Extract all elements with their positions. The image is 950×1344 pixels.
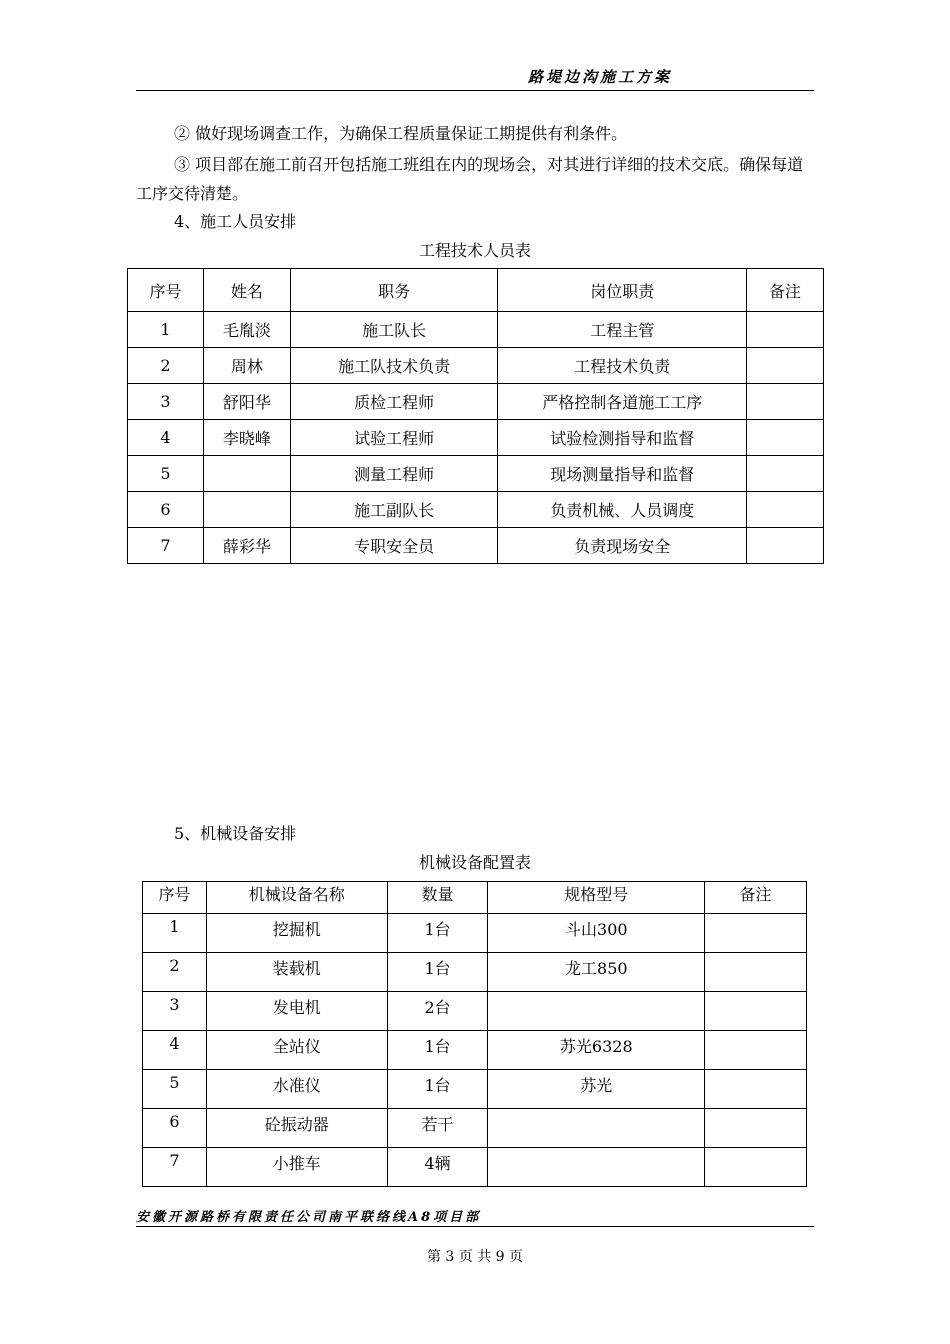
table-cell: 7	[143, 1148, 207, 1187]
table-cell: 1台	[387, 914, 488, 953]
table-cell: 1台	[387, 1031, 488, 1070]
table-cell: 小推车	[206, 1148, 387, 1187]
section-heading-machinery: 5、机械设备安排	[174, 824, 297, 843]
table-cell: 测量工程师	[290, 456, 498, 492]
table-cell: 工程主管	[498, 312, 747, 348]
table-cell: 斗山300	[488, 914, 705, 953]
paragraph-site-survey: ② 做好现场调查工作，为确保工程质量保证工期提供有利条件。	[174, 124, 628, 143]
column-header: 姓名	[203, 269, 290, 312]
table-cell	[203, 456, 290, 492]
document-header-title: 路堤边沟施工方案	[528, 68, 673, 86]
table-cell: 周林	[203, 348, 290, 384]
table-cell: 严格控制各道施工工序	[498, 384, 747, 420]
table-cell: 质检工程师	[290, 384, 498, 420]
table-cell	[705, 1070, 807, 1109]
table-cell: 发电机	[206, 992, 387, 1031]
table-cell	[747, 492, 824, 528]
table-cell	[705, 953, 807, 992]
table-cell: 施工队长	[290, 312, 498, 348]
table-cell: 负责现场安全	[498, 528, 747, 564]
table-cell	[747, 348, 824, 384]
table-cell	[488, 1109, 705, 1148]
table-cell: 挖掘机	[206, 914, 387, 953]
table-header-row	[143, 882, 807, 914]
table-cell	[488, 1148, 705, 1187]
table-cell: 工程技术负责	[498, 348, 747, 384]
table-cell: 5	[143, 1070, 207, 1109]
table-row	[128, 528, 824, 564]
table-row	[128, 456, 824, 492]
column-header: 岗位职责	[498, 269, 747, 312]
table-cell: 舒阳华	[203, 384, 290, 420]
table-cell: 1台	[387, 953, 488, 992]
table-cell: 若干	[387, 1109, 488, 1148]
table-cell	[747, 456, 824, 492]
table-row	[143, 1031, 807, 1070]
table-row	[128, 384, 824, 420]
table-cell: 6	[128, 492, 204, 528]
table-cell: 砼振动器	[206, 1109, 387, 1148]
table-cell: 6	[143, 1109, 207, 1148]
table-cell: 苏光	[488, 1070, 705, 1109]
table-cell: 龙工850	[488, 953, 705, 992]
column-header: 规格型号	[488, 882, 705, 914]
table-cell: 专职安全员	[290, 528, 498, 564]
column-header: 机械设备名称	[206, 882, 387, 914]
table-header-row	[128, 269, 824, 312]
table-cell: 5	[128, 456, 204, 492]
table-row	[143, 1148, 807, 1187]
table-row	[128, 312, 824, 348]
table-cell	[705, 914, 807, 953]
table-cell: 2	[128, 348, 204, 384]
column-header: 职务	[290, 269, 498, 312]
table-row	[143, 992, 807, 1031]
table-cell	[705, 1109, 807, 1148]
machinery-table	[142, 881, 807, 1187]
table-row	[128, 420, 824, 456]
table-cell: 水准仪	[206, 1070, 387, 1109]
page-number: 第 3 页 共 9 页	[426, 1249, 524, 1265]
header-rule	[136, 90, 814, 91]
table-cell: 负责机械、人员调度	[498, 492, 747, 528]
table-cell: 李晓峰	[203, 420, 290, 456]
table-row	[143, 914, 807, 953]
table-cell: 装载机	[206, 953, 387, 992]
table-cell: 1	[128, 312, 204, 348]
table-cell: 施工队技术负责	[290, 348, 498, 384]
table-cell: 试验检测指导和监督	[498, 420, 747, 456]
table-cell	[705, 1031, 807, 1070]
table-cell	[203, 492, 290, 528]
table-cell: 1	[143, 914, 207, 953]
column-header: 数量	[387, 882, 488, 914]
section-heading-personnel: 4、施工人员安排	[174, 212, 297, 231]
table-row	[128, 492, 824, 528]
table-cell: 施工副队长	[290, 492, 498, 528]
table-cell: 3	[143, 992, 207, 1031]
table-row	[143, 1070, 807, 1109]
footer-rule	[136, 1226, 814, 1227]
table-cell: 2	[143, 953, 207, 992]
table-cell: 苏光6328	[488, 1031, 705, 1070]
table-caption-machinery: 机械设备配置表	[418, 853, 531, 872]
table-cell: 4辆	[387, 1148, 488, 1187]
table-cell	[747, 420, 824, 456]
table-cell: 现场测量指导和监督	[498, 456, 747, 492]
table-cell	[705, 1148, 807, 1187]
table-cell: 试验工程师	[290, 420, 498, 456]
table-cell: 4	[143, 1031, 207, 1070]
table-cell	[747, 312, 824, 348]
table-cell: 薛彩华	[203, 528, 290, 564]
paragraph-technical-briefing: ③ 项目部在施工前召开包括施工班组在内的现场会，对其进行详细的技术交底。确保每道工序交待清楚。	[136, 155, 804, 203]
personnel-table	[127, 268, 824, 564]
column-header: 备注	[747, 269, 824, 312]
table-cell: 3	[128, 384, 204, 420]
table-cell: 全站仪	[206, 1031, 387, 1070]
table-cell: 7	[128, 528, 204, 564]
table-cell	[488, 992, 705, 1031]
table-row	[143, 953, 807, 992]
table-cell	[747, 384, 824, 420]
table-row	[128, 348, 824, 384]
column-header: 序号	[128, 269, 204, 312]
table-cell	[705, 992, 807, 1031]
table-cell: 2台	[387, 992, 488, 1031]
table-cell: 4	[128, 420, 204, 456]
column-header: 备注	[705, 882, 807, 914]
table-row	[143, 1109, 807, 1148]
table-cell: 毛胤淡	[203, 312, 290, 348]
footer-company: 安徽开源路桥有限责任公司南平联络线A8项目部	[136, 1210, 482, 1225]
column-header: 序号	[143, 882, 207, 914]
table-caption-personnel: 工程技术人员表	[418, 241, 531, 260]
table-cell	[747, 528, 824, 564]
table-cell: 1台	[387, 1070, 488, 1109]
